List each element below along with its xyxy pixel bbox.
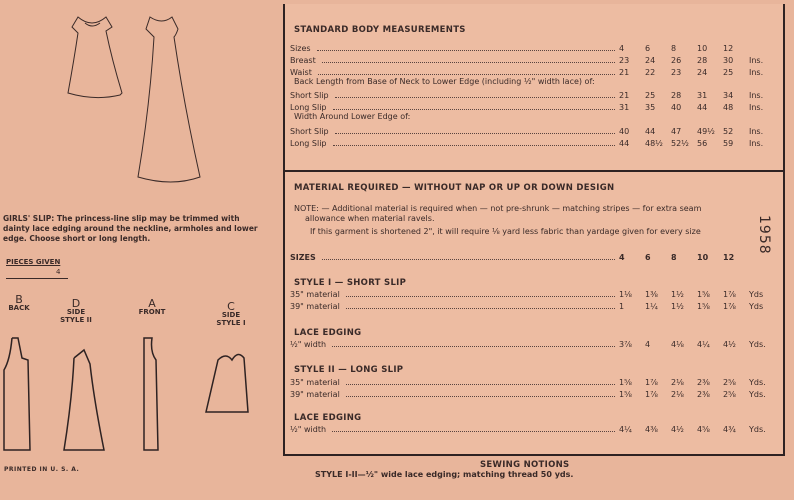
size-value: 4 bbox=[619, 253, 625, 262]
size-value: 1⅞ bbox=[723, 290, 736, 299]
row-label: Short Slip bbox=[290, 91, 329, 100]
style2-title: STYLE II — LONG SLIP bbox=[294, 365, 404, 375]
size-value: 8 bbox=[671, 44, 677, 53]
leader-dots bbox=[318, 74, 615, 75]
unit: Ins. bbox=[749, 56, 764, 65]
row-label: Long Slip bbox=[290, 139, 327, 148]
size-value: 44 bbox=[697, 103, 708, 112]
unit: Ins. bbox=[749, 91, 764, 100]
piece-a-label: A FRONT bbox=[138, 297, 166, 316]
size-value: 6 bbox=[645, 253, 651, 262]
unit: Yds. bbox=[749, 390, 766, 399]
size-value: 1⅝ bbox=[697, 302, 710, 311]
size-value: 49½ bbox=[697, 127, 715, 136]
size-value: 2⅜ bbox=[697, 378, 710, 387]
size-value: 34 bbox=[723, 91, 734, 100]
size-value: 12 bbox=[723, 253, 735, 262]
size-value: 4⅜ bbox=[645, 425, 658, 434]
size-value: 1⅞ bbox=[723, 302, 736, 311]
size-value: 22 bbox=[645, 68, 656, 77]
leader-dots bbox=[322, 259, 615, 260]
leader-dots bbox=[332, 346, 615, 347]
row-label: Short Slip bbox=[290, 127, 329, 136]
row-label: 39" material bbox=[290, 390, 340, 399]
note-line: NOTE: — Additional material is required when — not pre-shrunk — matching stripes — for extra seam bbox=[294, 204, 702, 213]
row-label: 39" material bbox=[290, 302, 340, 311]
size-value: 1½ bbox=[671, 302, 684, 311]
size-value: 3⅞ bbox=[619, 340, 632, 349]
size-value: 4 bbox=[619, 44, 625, 53]
size-value: 44 bbox=[645, 127, 656, 136]
size-value: 1 bbox=[619, 302, 625, 311]
size-value: 59 bbox=[723, 139, 734, 148]
unit: Yds bbox=[749, 290, 764, 299]
table-row bbox=[290, 124, 775, 136]
unit: Yds. bbox=[749, 378, 766, 387]
leader-dots bbox=[346, 308, 615, 309]
size-value: 12 bbox=[723, 44, 734, 53]
size-value: 52 bbox=[723, 127, 734, 136]
table-row bbox=[290, 287, 775, 299]
slip-illustrations bbox=[60, 5, 210, 205]
size-value: 2⅜ bbox=[697, 390, 710, 399]
leader-dots bbox=[346, 384, 615, 385]
size-value: 23 bbox=[619, 56, 630, 65]
pattern-pieces-illustration bbox=[0, 330, 270, 460]
size-value: 56 bbox=[697, 139, 708, 148]
size-value: 25 bbox=[645, 91, 656, 100]
piece-d-label: D SIDE STYLE II bbox=[60, 297, 92, 324]
table-row bbox=[290, 299, 775, 311]
row-label: SIZES bbox=[290, 253, 316, 262]
size-value: 31 bbox=[697, 91, 708, 100]
size-value: 52½ bbox=[671, 139, 689, 148]
size-value: 2⅛ bbox=[671, 378, 684, 387]
size-value: 10 bbox=[697, 44, 708, 53]
size-value: 8 bbox=[671, 253, 677, 262]
size-value: 4½ bbox=[723, 340, 736, 349]
size-value: 1⅝ bbox=[697, 290, 710, 299]
size-value: 1½ bbox=[671, 290, 684, 299]
width-heading: Width Around Lower Edge of: bbox=[294, 112, 411, 121]
unit: Ins. bbox=[749, 139, 764, 148]
notions-title: SEWING NOTIONS bbox=[480, 460, 570, 470]
size-value: 4⅛ bbox=[671, 340, 684, 349]
size-value: 40 bbox=[671, 103, 682, 112]
size-value: 48 bbox=[723, 103, 734, 112]
size-value: 28 bbox=[697, 56, 708, 65]
row-label: Long Slip bbox=[290, 103, 327, 112]
size-value: 48½ bbox=[645, 139, 663, 148]
pattern-number: 1958 bbox=[756, 215, 772, 255]
note-line: allowance when material ravels. bbox=[305, 214, 435, 223]
material-title: MATERIAL REQUIRED — WITHOUT NAP OR UP OR DOWN DESIGN bbox=[294, 183, 615, 193]
unit: Ins. bbox=[749, 127, 764, 136]
leader-dots bbox=[317, 50, 615, 51]
size-value: 1⅜ bbox=[645, 290, 658, 299]
size-value: 2⅝ bbox=[723, 390, 736, 399]
row-label: ½" width bbox=[290, 340, 327, 349]
size-value: 1⅝ bbox=[619, 378, 632, 387]
size-value: 25 bbox=[723, 68, 734, 77]
note-line: If this garment is shortened 2", it will require ⅛ yard less fabric than yardage given for every size bbox=[310, 227, 701, 236]
unit: Yds bbox=[749, 302, 764, 311]
size-value: 2⅝ bbox=[723, 378, 736, 387]
size-value: 4½ bbox=[671, 425, 684, 434]
size-value: 21 bbox=[619, 68, 630, 77]
size-value: 1¼ bbox=[645, 302, 658, 311]
pieces-given-label: PIECES GIVEN bbox=[6, 258, 61, 266]
leader-dots bbox=[335, 97, 615, 98]
row-label: ½" width bbox=[290, 425, 327, 434]
size-value: 4⅝ bbox=[697, 425, 710, 434]
table-row bbox=[290, 387, 775, 399]
row-label: Waist bbox=[290, 68, 312, 77]
divider bbox=[6, 278, 68, 279]
size-value: 31 bbox=[619, 103, 630, 112]
table-row bbox=[290, 41, 775, 53]
size-value: 26 bbox=[671, 56, 682, 65]
leader-dots bbox=[346, 396, 615, 397]
size-value: 4¼ bbox=[619, 425, 632, 434]
leader-dots bbox=[335, 133, 615, 134]
lace-edging-title: LACE EDGING bbox=[294, 328, 362, 338]
table-row bbox=[290, 100, 775, 112]
section-divider bbox=[283, 170, 785, 172]
size-value: 47 bbox=[671, 127, 682, 136]
row-label: Breast bbox=[290, 56, 316, 65]
body-measurements-title: STANDARD BODY MEASUREMENTS bbox=[294, 25, 466, 35]
leader-dots bbox=[333, 145, 615, 146]
size-value: 21 bbox=[619, 91, 630, 100]
size-value: 28 bbox=[671, 91, 682, 100]
size-value: 4 bbox=[645, 340, 651, 349]
table-row bbox=[290, 88, 775, 100]
table-row bbox=[290, 65, 775, 77]
pieces-count: 4 bbox=[56, 268, 61, 276]
leader-dots bbox=[322, 62, 615, 63]
table-row bbox=[290, 337, 775, 349]
leader-dots bbox=[346, 296, 615, 297]
size-value: 1⅞ bbox=[645, 378, 658, 387]
piece-b-label: B BACK bbox=[8, 293, 30, 312]
unit: Yds. bbox=[749, 425, 766, 434]
row-label: Sizes bbox=[290, 44, 311, 53]
description-text: GIRLS' SLIP: The princess-line slip may be trimmed with dainty lace edging around the neckline, armholes and lower edge. Choose short or long length. bbox=[3, 214, 258, 243]
size-value: 10 bbox=[697, 253, 709, 262]
row-label: 35" material bbox=[290, 378, 340, 387]
size-value: 1⅝ bbox=[619, 390, 632, 399]
table-row bbox=[290, 422, 775, 434]
unit: Yds. bbox=[749, 340, 766, 349]
unit: Ins. bbox=[749, 68, 764, 77]
table-row bbox=[290, 53, 775, 65]
unit: Ins. bbox=[749, 103, 764, 112]
size-value: 23 bbox=[671, 68, 682, 77]
size-value: 4¾ bbox=[723, 425, 736, 434]
size-value: 6 bbox=[645, 44, 651, 53]
table-row bbox=[290, 136, 775, 148]
size-value: 2⅛ bbox=[671, 390, 684, 399]
lace-edging-title: LACE EDGING bbox=[294, 413, 362, 423]
size-value: 44 bbox=[619, 139, 630, 148]
size-value: 40 bbox=[619, 127, 630, 136]
row-label: 35" material bbox=[290, 290, 340, 299]
size-value: 35 bbox=[645, 103, 656, 112]
size-value: 1⅞ bbox=[645, 390, 658, 399]
size-value: 24 bbox=[645, 56, 656, 65]
back-length-heading: Back Length from Base of Neck to Lower Edge (including ½" width lace) of: bbox=[294, 77, 595, 86]
leader-dots bbox=[332, 431, 615, 432]
size-value: 30 bbox=[723, 56, 734, 65]
notions-text: STYLE I-II—½" wide lace edging; matching thread 50 yds. bbox=[315, 470, 574, 479]
size-value: 4¼ bbox=[697, 340, 710, 349]
size-value: 24 bbox=[697, 68, 708, 77]
size-value: 1⅛ bbox=[619, 290, 632, 299]
style1-title: STYLE I — SHORT SLIP bbox=[294, 278, 407, 288]
leader-dots bbox=[333, 109, 615, 110]
piece-c-label: C SIDE STYLE I bbox=[216, 300, 246, 327]
table-row bbox=[290, 250, 775, 262]
printed-in-usa: PRINTED IN U. S. A. bbox=[4, 466, 80, 473]
table-row bbox=[290, 375, 775, 387]
